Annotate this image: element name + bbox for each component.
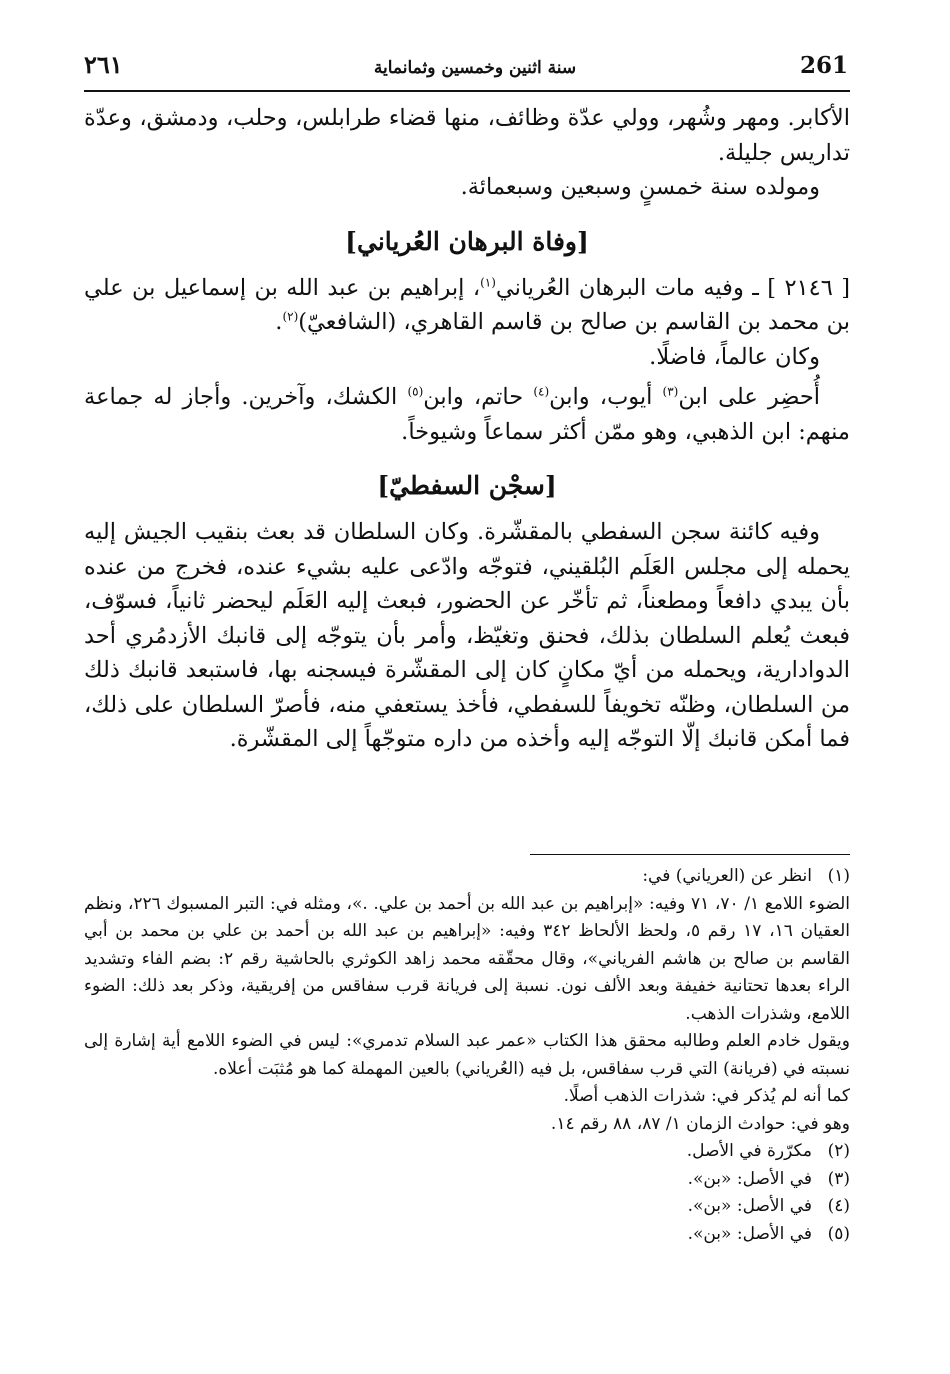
section-heading-prison: [سجْن السفطيّ] <box>377 471 557 500</box>
footnote-text: في الأصل: «بن». <box>687 1196 812 1216</box>
footnote-1-note: وهو في: حوادث الزمان ١/ ٨٧، ٨٨ رقم ١٤. <box>550 1113 850 1134</box>
header-rule <box>84 90 850 92</box>
footnote-ref-5[interactable]: (٥) <box>407 384 424 399</box>
entry-text: [ ٢١٤٦ ] ـ وفيه مات البرهان العُرياني <box>495 274 850 301</box>
paragraph-entry-2146 <box>84 271 850 340</box>
paragraph-prison-story: وفيه كائنة سجن السفطي بالمقشّرة. وكان السلطان قد بعث بنقيب الجيش إليه يحمله إلى مجلس العَلَم البُلقيني، فتوجّه وادّعى عليه بشيء عنده، فخرج من عنده بأن يبدي دافعاً ومطعناً، ثم تأخّر عن الحضور، فبعث إليه العَلَم ليحضر ثانياً، فسوّف، فبعث يُعلم السلطان بذلك، فحنق وتغيّظ، وأمر بأن يتوجّه إلى قانبك الأزدمُري أحد الدوادارية، ويحمله من أيّ مكانٍ كان إلى المقشّرة فيسجنه بها، فاستبعد قانبك ذلك من السلطان، وظنّه تخويفاً للسفطي، فأخذ يستعفي منه، فأصرّ السلطان على ذلك، فما أمكن قانبك إلّا التوجّه إليه وأخذه من داره متوجّهاً إلى المقشّرة. <box>84 519 850 752</box>
footnote-ref-1[interactable]: (١) <box>480 275 496 289</box>
footnote-2 <box>84 1138 850 1166</box>
footnote-number: (٤) <box>827 1196 850 1216</box>
footnote-1 <box>84 863 850 891</box>
footnote-5 <box>84 1221 850 1249</box>
footnote-separator <box>530 854 850 855</box>
page-number-arabic: ٢٦١ <box>84 50 123 79</box>
footnote-text: مكرّرة في الأصل. <box>686 1141 812 1161</box>
running-header-title: سنة اثنين وخمسين وثمانماية <box>373 58 577 78</box>
footnote-number: (٢) <box>827 1141 850 1161</box>
paragraph-text: أيوب، وابن <box>549 384 663 410</box>
paragraph-text: الكشك، وآخرين. وأجاز له جماعة منهم: ابن الذهبي، وهو ممّن أكثر سماعاً وشيوخاً. <box>84 384 850 445</box>
entry-text: ، إبراهيم بن عبد الله بن إسماعيل بن علي بن محمد بن القاسم بن صالح بن قاسم القاهري، (الشافعيّ) <box>84 274 850 335</box>
main-text <box>84 101 850 757</box>
footnote-text: في الأصل: «بن». <box>687 1168 812 1189</box>
paragraph-text: أُحضِر على ابن <box>678 384 820 410</box>
paragraph-teachers <box>84 380 850 449</box>
footnote-ref-4[interactable]: (٤) <box>533 384 550 399</box>
footnote-1-editor-note: ويقول خادم العلم وطالبه محقق هذا الكتاب «عمر عبد السلام تدمري»: ليس في الضوء اللامع أية إشارة إلى نسبته في (فريانة) التي قرب سفاقس، بل فيه (العُرياني) بالعين المهملة كما هو مُثبَت أعلاه. <box>84 1031 850 1079</box>
footnote-1-note: كما أنه لم يُذكر في: شذرات الذهب أصلًا. <box>563 1086 850 1106</box>
footnote-number: (٥) <box>827 1223 850 1244</box>
paragraph-birth: ومولده سنة خمسنٍ وسبعين وسبعمائة. <box>460 174 820 200</box>
footnote-ref-2[interactable]: (٢) <box>282 309 299 324</box>
footnote-number: (٣) <box>827 1168 850 1189</box>
footnote-number: (١) <box>827 866 850 886</box>
footnotes <box>84 863 850 1248</box>
footnote-4 <box>84 1193 850 1221</box>
entry-text: . <box>275 309 283 335</box>
footnote-ref-3[interactable]: (٣) <box>662 384 679 399</box>
section-heading-burhan: [وفاة البرهان العُرياني] <box>345 226 589 256</box>
footnote-3 <box>84 1166 850 1194</box>
paragraph-continuation: الأكابر. ومهر وشُهر، وولي عدّة وظائف، منها قضاء طرابلس، وحلب، ودمشق، وعدّة تداريس جليلة. <box>84 105 850 166</box>
paragraph-scholar: وكان عالماً، فاضلًا. <box>649 343 820 370</box>
page-number-latin: 261 <box>799 52 848 79</box>
footnote-text: في الأصل: «بن». <box>687 1223 812 1244</box>
footnote-text: انظر عن (العرياني) في: <box>642 866 812 886</box>
paragraph-text: حاتم، وابن <box>423 384 534 410</box>
footnote-1-sources: الضوء اللامع ١/ ٧٠، ٧١ وفيه: «إبراهيم بن عبد الله بن أحمد بن علي. .»، ومثله في: التبر المسبوك ٢٢٦، ونظم العقيان ١٦، ١٧ رقم ٥، ولحظ الألحاظ ٣٤٢ وفيه: «إبراهيم بن عبد الله بن أحمد بن علي بن محمد بن أبي القاسم بن صالح بن هاشم الفرياني»، وقال محقّقه محمد زاهد الكوثري بالحاشية رقم ٢: بضم الفاء وتشديد الراء بعدها تحتانية خفيفة وبعد الألف نون. نسبة إلى فريانة قرب سفاقس من إفريقية، وذكر بعد ذلك: الضوء اللامع، وشذرات الذهب. <box>84 893 851 1024</box>
